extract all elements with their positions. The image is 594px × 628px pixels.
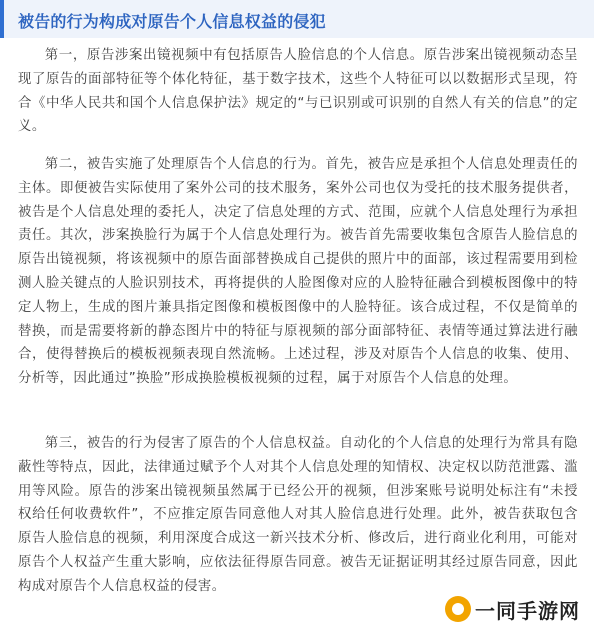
paragraph-second: 第二，被告实施了处理原告个人信息的行为。首先，被告应是承担个人信息处理责任的主体。即便被告实际使用了案外公司的技术服务，案外公司也仅为受托的技术服务提供者，被告是个人信息处理的委托人，决定了信息处理的方式、范围，应就个人信息处理行为承担责任。其次，涉案换脸行为属于个人信息处理行为。被告首先需要收集包含原告人脸信息的原告出镜视频，将该视频中的原告面部替换成自己提供的照片中的面部，该过程需要用到检测人脸关键点的人脸识别技术，再将提供的人脸图像对应的人脸特征融合到模板图像中的特定人物上，生成的图片兼具指定图像和模板图像中的人脸特征。该合成过程，不仅是简单的替换，而是需要将新的静态图片中的特征与原视频的部分面部特征、表情等通过算法进行融合，使得替换后的模板视频表现自然流畅。上述过程，涉及对原告个人信息的收集、使用、分析等，因此通过”换脸”形成换脸模板视频的过程，属于对原告个人信息的处理。 — [18, 157, 578, 387]
watermark-text: 一同手游网 — [475, 598, 580, 623]
section-heading-bar — [0, 0, 594, 38]
paragraph-third: 第三，被告的行为侵害了原告的个人信息权益。自动化的个人信息的处理行为常具有隐蔽性等特点，因此，法律通过赋予个人对其个人信息处理的知情权、决定权以防范泄露、滥用等风险。原告的涉案出镜视频虽然属于已经公开的视频，但涉案账号说明处标注有“未授权给任何收费软件”，不应推定原告同意他人对其人脸信息进行处理。此外，被告获取包含原告人脸信息的视频，利用深度合成这一新兴技术分析、修改后，进行商业化利用，可能对原告个人权益产生重大影响，应依法征得原告同意。被告无证据证明其经过原告同意，因此构成对原告个人信息权益的侵害。 — [18, 436, 578, 594]
paragraph-first: 第一，原告涉案出镜视频中有包括原告人脸信息的个人信息。原告涉案出镜视频动态呈现了原告的面部特征等个体化特征，基于数字技术，这些个人特征可以以数据形式呈现，符合《中华人民共和国个人信息保护法》规定的“与已识别或可识别的自然人有关的信息”的定义。 — [18, 48, 578, 135]
circle-logo-icon — [445, 596, 471, 622]
section-heading: 被告的行为构成对原告个人信息权益的侵犯 — [18, 12, 326, 31]
watermark — [441, 594, 584, 624]
